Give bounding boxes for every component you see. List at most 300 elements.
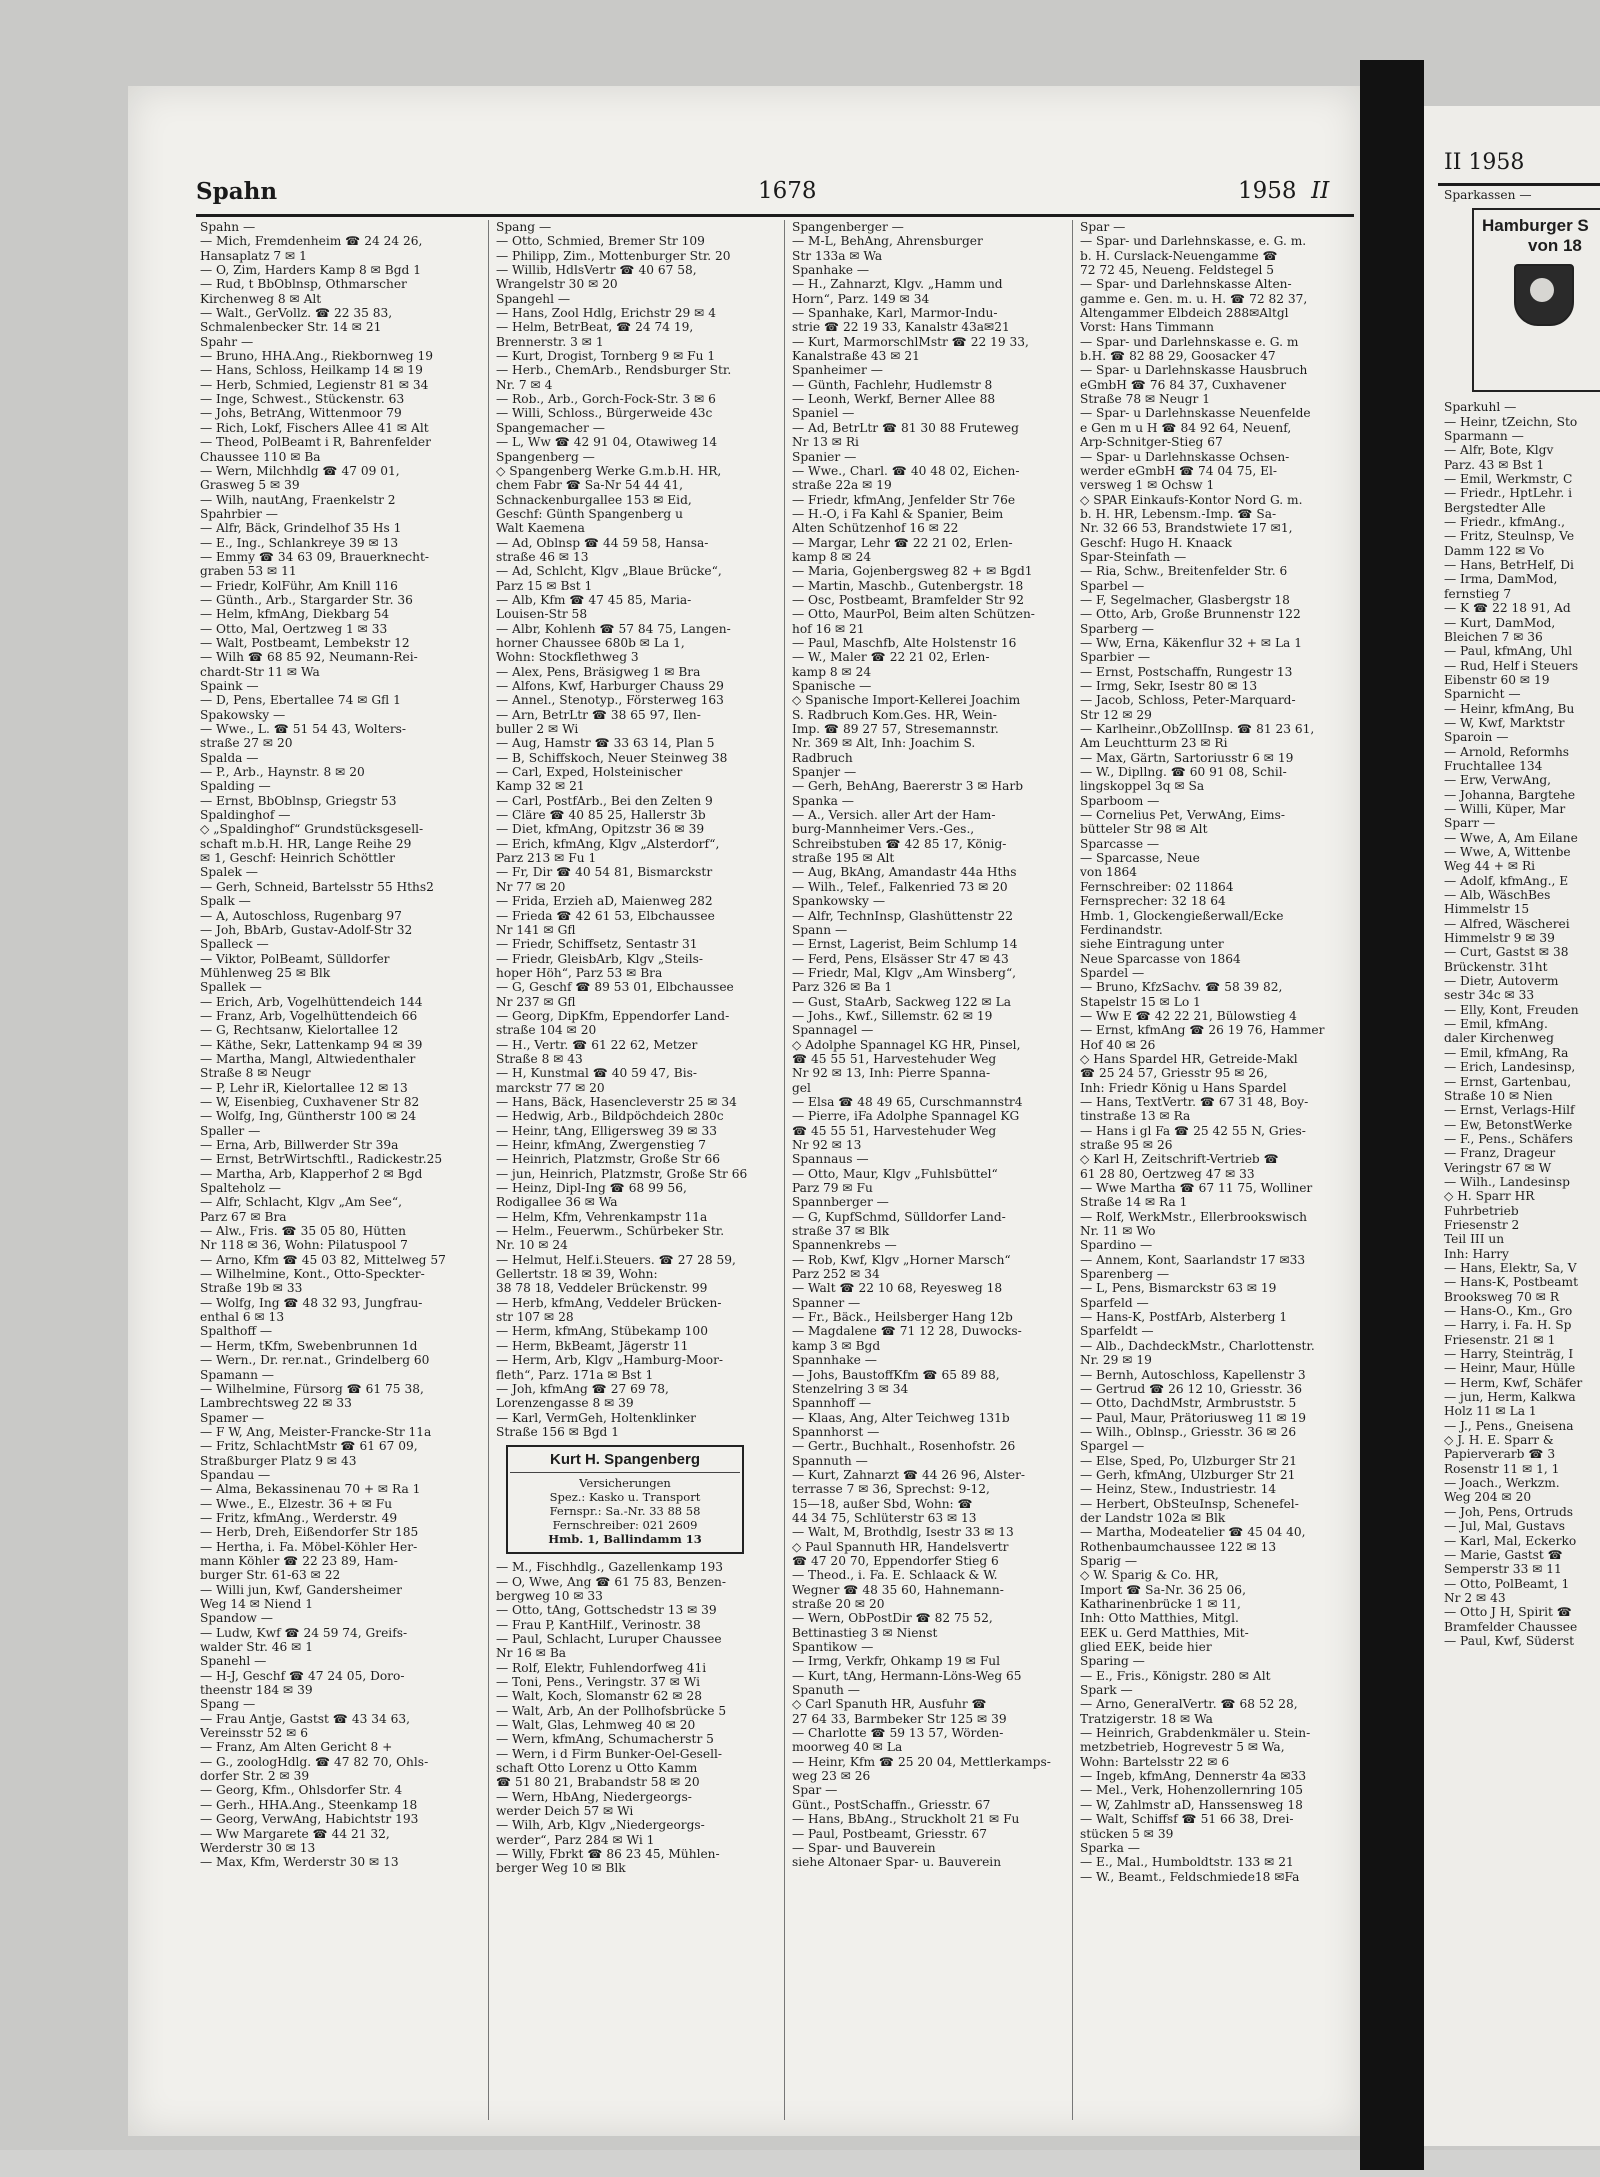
entry-line: straße 104 ✉ 20: [496, 1023, 597, 1038]
surname-heading: Sparnicht —: [1444, 687, 1521, 702]
entry-line: — Aug, Hamstr ☎ 33 63 14, Plan 5: [496, 736, 715, 751]
running-head-year: [1238, 178, 1329, 204]
entry-line: Straße 19b ✉ 33: [200, 1281, 303, 1296]
entry-line: — Ernst, BetrWirtschftl., Radickestr.25: [200, 1152, 443, 1167]
entry-line: Hansaplatz 7 ✉ 1: [200, 248, 307, 263]
ad-title: Hamburger S: [1482, 216, 1589, 236]
surname-heading: Spangehl —: [496, 291, 571, 306]
entry-line: — Fr, Dir ☎ 40 54 81, Bismarckstr: [496, 865, 713, 880]
entry-line: — Adolf, kfmAng., E: [1444, 873, 1569, 888]
entry-line: — G, Geschf ☎ 89 53 01, Elbchaussee: [496, 980, 734, 995]
entry-line: — Viktor, PolBeamt, Sülldorfer: [200, 951, 390, 966]
entry-line: Wohn: Stockflethweg 3: [496, 650, 639, 665]
entry-line: Wegner ☎ 48 35 60, Hahnemann-: [792, 1582, 1004, 1597]
entry-line: Straße 156 ✉ Bgd 1: [496, 1424, 619, 1439]
entry-line: Vorst: Hans Timmann: [1080, 320, 1214, 335]
surname-heading: Spannhake —: [792, 1353, 877, 1368]
entry-line: — Spar- und Darlehnskasse e. G. m: [1080, 334, 1299, 349]
entry-line: Grasweg 5 ✉ 39: [200, 478, 300, 493]
entry-line: — F., Pens., Schäfers: [1444, 1131, 1573, 1146]
entry-line: — Johanna, Bargtehe: [1444, 787, 1576, 802]
entry-line: lingskoppel 3q ✉ Sa: [1080, 779, 1205, 794]
entry-line: Nr 2 ✉ 43: [1444, 1590, 1506, 1605]
entry-line: Parz 252 ✉ 34: [792, 1267, 880, 1282]
surname-heading: Spanner —: [792, 1295, 861, 1310]
sparkasse-advertisement: [1472, 208, 1600, 392]
entry-line: — Otto, DachdMstr, Armbruststr. 5: [1080, 1396, 1297, 1411]
entry-line: — Wolfg, Ing ☎ 48 32 93, Jungfrau-: [200, 1295, 423, 1310]
entry-line: — Spar- u Darlehnskasse Hausbruch: [1080, 363, 1308, 378]
surname-heading: Spalek —: [200, 865, 258, 880]
entry-line: Nr 92 ✉ 13, Inh: Pierre Spanna-: [792, 1066, 991, 1081]
entry-line: straße 46 ✉ 13: [496, 549, 589, 564]
entry-line: — Heinr, tZeichn, Sto: [1444, 414, 1578, 429]
surname-heading: Sparbel —: [1080, 578, 1145, 593]
entry-line: — Ew, BetonstWerke: [1444, 1117, 1573, 1132]
entry-line: — Ria, Schw., Breitenfelder Str. 6: [1080, 564, 1288, 579]
ad-company-name: Kurt H. Spangenberg: [510, 1451, 740, 1473]
surname-heading: Sparfeldt —: [1080, 1324, 1154, 1339]
entry-line: — Georg, VerwAng, Habichtstr 193: [200, 1812, 419, 1827]
entry-line: — Willy, Fbrkt ☎ 86 23 45, Mühlen-: [496, 1847, 720, 1862]
entry-line: — Walt, Arb, An der Pollhofsbrücke 5: [496, 1703, 727, 1718]
entry-line: — H., Vertr. ☎ 61 22 62, Metzer: [496, 1037, 698, 1052]
entry-line: ◇ Spangenberg Werke G.m.b.H. HR,: [496, 463, 722, 478]
entry-line: mann Köhler ☎ 22 23 89, Ham-: [200, 1553, 398, 1568]
entry-line: — Helmut, Helf.i.Steuers. ☎ 27 28 59,: [496, 1252, 736, 1267]
entry-line: — D, Pens, Ebertallee 74 ✉ Gfl 1: [200, 693, 401, 708]
entry-line: — Fr., Bäck., Heilsberger Hang 12b: [792, 1310, 1013, 1325]
entry-line: Schnackenburgallee 153 ✉ Eid,: [496, 492, 692, 507]
surname-heading: Spandau —: [200, 1467, 271, 1482]
entry-line: tinstraße 13 ✉ Ra: [1080, 1109, 1191, 1124]
entry-line: — Alfred, Wäscherei: [1444, 916, 1570, 931]
entry-line: — Alb., DachdeckMstr., Charlottenstr.: [1080, 1338, 1315, 1353]
entry-line: — Alfr, TechnInsp, Glashüttenstr 22: [792, 908, 1013, 923]
entry-line: Straße 14 ✉ Ra 1: [1080, 1195, 1188, 1210]
entry-line: — W., Maler ☎ 22 21 02, Erlen-: [792, 650, 990, 665]
entry-line: — Spar- und Darlehnskasse, e. G. m.: [1080, 234, 1307, 249]
entry-line: ◇ „Spaldinghof“ Grundstücksgesell-: [200, 822, 424, 837]
entry-line: — Walt., GerVollz. ☎ 22 35 83,: [200, 306, 393, 321]
entry-line: — Herb, Schmied, Legienstr 81 ✉ 34: [200, 377, 429, 392]
entry-line: siehe Altonaer Spar- u. Bauverein: [792, 1855, 1002, 1870]
entry-line: der Landstr 102a ✉ Blk: [1080, 1510, 1226, 1525]
entry-line: dorfer Str. 2 ✉ 39: [200, 1769, 310, 1784]
entry-line: — jun, Herm, Kalkwa: [1444, 1390, 1576, 1405]
surname-heading: Spaniel —: [792, 406, 855, 421]
entry-line: — Ernst, Gartenbau,: [1444, 1074, 1572, 1089]
sparkasse-emblem-icon: [1514, 264, 1574, 326]
entry-line: — Joh, BbArb, Gustav-Adolf-Str 32: [200, 922, 413, 937]
column-3: [792, 220, 1064, 2120]
entry-line: — M-L, BehAng, Ahrensburger: [792, 234, 983, 249]
entry-line: Bettinastieg 3 ✉ Nienst: [792, 1625, 938, 1640]
surname-heading: Spang —: [200, 1697, 256, 1712]
entry-line: — Ernst, Postschaffn, Rungestr 13: [1080, 664, 1293, 679]
entry-line: — H, Kunstmal ☎ 40 59 47, Bis-: [496, 1066, 698, 1081]
entry-line: Geschf: Günth Spangenberg u: [496, 506, 683, 521]
surname-heading: Spahr —: [200, 334, 254, 349]
entry-line: — Maria, Gojenbergsweg 82 + ✉ Bgd1: [792, 564, 1033, 579]
entry-line: — Jacob, Schloss, Peter-Marquard-: [1080, 693, 1296, 708]
entry-line: — Elly, Kont, Freuden: [1444, 1002, 1579, 1017]
surname-heading: Spang —: [496, 220, 552, 234]
entry-line: Nr. 7 ✉ 4: [496, 377, 553, 392]
entry-line: Hmb. 1, Glockengießerwall/Ecke: [1080, 908, 1284, 923]
entry-line: — Herb, Dreh, Eißendorfer Str 185: [200, 1525, 419, 1540]
entry-line: — E., Fris., Königstr. 280 ✉ Alt: [1080, 1668, 1271, 1683]
surname-heading: Spanehl —: [200, 1654, 267, 1669]
entry-line: ☎ 25 24 57, Griesstr 95 ✉ 26,: [1080, 1066, 1268, 1081]
entry-line: werder“, Parz 284 ✉ Wi 1: [496, 1832, 655, 1847]
entry-line: — Wilh ☎ 68 85 92, Neumann-Rei-: [200, 650, 418, 665]
entry-line: — Herm, Arb, Klgv „Hamburg-Moor-: [496, 1353, 724, 1368]
entry-line: — Friedr, Mal, Klgv „Am Winsberg“,: [792, 965, 1017, 980]
entry-line: — Joh, kfmAng ☎ 27 69 78,: [496, 1381, 669, 1396]
entry-line: ◇ SPAR Einkaufs-Kontor Nord G. m.: [1080, 492, 1303, 507]
page-number: 1678: [758, 178, 817, 204]
entry-line: — Wilh., Landesinsp: [1444, 1174, 1570, 1189]
entry-line: Nr 141 ✉ Gfl: [496, 922, 576, 937]
surname-heading: Spallek —: [200, 980, 262, 995]
entry-line: eGmbH ☎ 76 84 37, Cuxhavener: [1080, 377, 1287, 392]
entry-line: — Heinr, Kfm ☎ 25 20 04, Mettlerkamps-: [792, 1754, 1051, 1769]
entry-line: — Franz, Arb, Vogelhüttendeich 66: [200, 1008, 418, 1023]
entry-line: Holz 11 ✉ La 1: [1444, 1404, 1537, 1419]
entry-line: — Alb, Kfm ☎ 47 45 85, Maria-: [496, 592, 692, 607]
entry-line: — Curt, Gastst ✉ 38: [1444, 945, 1569, 960]
entry-line: — Willib, HdlsVertr ☎ 40 67 58,: [496, 263, 697, 278]
entry-line: gamme e. Gen. m. u. H. ☎ 72 82 37,: [1080, 291, 1308, 306]
column-divider: [784, 220, 785, 2120]
entry-line: — Max, Kfm, Werderstr 30 ✉ 13: [200, 1855, 399, 1870]
entry-line: ◇ Spanische Import-Kellerei Joachim: [792, 693, 1021, 708]
entry-line: — Johs., Kwf., Sillemstr. 62 ✉ 19: [792, 1008, 993, 1023]
entry-line: — Rolf, Elektr, Fuhlendorfweg 41i: [496, 1660, 707, 1675]
surname-heading: Spannagel —: [792, 1023, 874, 1038]
entry-line: — Gust, StaArb, Sackweg 122 ✉ La: [792, 994, 1011, 1009]
entry-line: 15—18, außer Sbd, Wohn: ☎: [792, 1496, 973, 1511]
entry-line: Fruchtallee 134: [1444, 758, 1543, 773]
surname-heading: Spalleck —: [200, 937, 269, 952]
entry-line: stücken 5 ✉ 39: [1080, 1826, 1174, 1841]
entry-line: ☎ 45 55 51, Harvestehuder Weg: [792, 1051, 997, 1066]
entry-line: — Frieda ☎ 42 61 53, Elbchaussee: [496, 908, 715, 923]
entry-line: — Marie, Gastst ☎: [1444, 1547, 1563, 1562]
entry-line: — jun, Heinrich, Platzmstr, Große Str 66: [496, 1166, 748, 1181]
entry-line: — Wern, i d Firm Bunker-Oel-Gesell-: [496, 1746, 723, 1761]
entry-line: — Otto, Schmied, Bremer Str 109: [496, 234, 705, 249]
entry-line: — Bruno, KfzSachv. ☎ 58 39 82,: [1080, 980, 1283, 995]
entry-line: Katharinenbrücke 1 ✉ 11,: [1080, 1597, 1241, 1611]
surname-heading: Sparboom —: [1080, 793, 1160, 808]
surname-heading: Sparcasse —: [1080, 836, 1160, 851]
entry-line: ☎ 45 55 51, Harvestehuder Weg: [792, 1123, 997, 1138]
entry-line: — Arno, Kfm ☎ 45 03 82, Mittelweg 57: [200, 1252, 446, 1267]
entry-line: — Klaas, Ang, Alter Teichweg 131b: [792, 1410, 1010, 1425]
entry-line: — Ww E ☎ 42 22 21, Bülowstieg 4: [1080, 1008, 1297, 1023]
entry-line: — Emil, kfmAng.: [1444, 1017, 1548, 1032]
entry-line: — Otto, Mal, Oertzweg 1 ✉ 33: [200, 621, 388, 636]
entry-line: — W., Dipllng. ☎ 60 91 08, Schil-: [1080, 765, 1287, 780]
entry-line: — Margar, Lehr ☎ 22 21 02, Erlen-: [792, 535, 1013, 550]
entry-line: — Wilh., Telef., Falkenried 73 ✉ 20: [792, 879, 1008, 894]
surname-heading: Spanuth —: [792, 1683, 860, 1698]
adjacent-header-rule: [1438, 183, 1600, 186]
entry-line: — Heinr, Maur, Hülle: [1444, 1361, 1576, 1376]
entry-line: Straße 8 ✉ 43: [496, 1051, 583, 1066]
surname-heading: Spannhoff —: [792, 1396, 872, 1411]
entry-line: — Ernst, Verlags-Hilf: [1444, 1103, 1575, 1118]
entry-line: — Ad, Oblnsp ☎ 44 59 58, Hansa-: [496, 535, 709, 550]
entry-line: Wrangelstr 30 ✉ 20: [496, 277, 618, 292]
entry-line: — Kurt, Zahnarzt ☎ 44 26 96, Alster-: [792, 1467, 1026, 1482]
entry-line: burg-Mannheimer Vers.-Ges.,: [792, 822, 975, 837]
surname-heading: Spanheimer —: [792, 363, 883, 378]
entry-line: schaft m.b.H. HR, Lange Reihe 29: [200, 836, 412, 851]
entry-line: walder Str. 46 ✉ 1: [200, 1640, 314, 1655]
adjacent-page-header: II 1958: [1444, 150, 1525, 175]
entry-line: — Gerh, Schneid, Bartelsstr 55 Hths2: [200, 879, 434, 894]
entry-line: Parz 79 ✉ Fu: [792, 1181, 873, 1196]
entry-line: hoper Höh“, Parz 53 ✉ Bra: [496, 965, 663, 980]
part-label: II: [1311, 178, 1330, 204]
entry-line: Himmelstr 15: [1444, 902, 1530, 917]
entry-line: — Walt, Koch, Slomanstr 62 ✉ 28: [496, 1689, 702, 1704]
entry-line: Altengammer Elbdeich 288✉Altgl: [1080, 306, 1289, 321]
surname-heading: Spamer —: [200, 1410, 265, 1425]
entry-line: Inh: Otto Matthies, Mitgl.: [1080, 1611, 1239, 1626]
entry-line: — F W, Ang, Meister-Francke-Str 11a: [200, 1424, 432, 1439]
surname-heading: Spakowsky —: [200, 707, 286, 722]
entry-line: — F, Segelmacher, Glasbergstr 18: [1080, 592, 1290, 607]
entry-line: — Herb., ChemArb., Rendsburger Str.: [496, 363, 732, 378]
entry-line: ☎ 51 80 21, Brabandstr 58 ✉ 20: [496, 1775, 700, 1790]
entry-line: ◇ Paul Spannuth HR, Handelsvertr: [792, 1539, 1009, 1554]
entry-line: — O, Wwe, Ang ☎ 61 75 83, Benzen-: [496, 1574, 727, 1589]
entry-line: — Ad, Schlcht, Klgv „Blaue Brücke“,: [496, 564, 722, 579]
entry-line: — J., Pens., Gneisena: [1444, 1418, 1574, 1433]
entry-line: — Franz, Am Alten Gericht 8 +: [200, 1740, 393, 1755]
entry-line: Kamp 32 ✉ 21: [496, 779, 585, 794]
surname-heading: Spark —: [1080, 1683, 1133, 1698]
adjacent-page-column: [1444, 188, 1600, 1648]
entry-line: — Bruno, HHA.Ang., Riekbornweg 19: [200, 349, 433, 364]
entry-line: — O, Zim, Harders Kamp 8 ✉ Bgd 1: [200, 263, 421, 278]
surname-heading: Spalding —: [200, 779, 271, 794]
entry-line: fleth“, Parz. 171a ✉ Bst 1: [496, 1367, 654, 1382]
entry-line: — Hedwig, Arb., Bildpöchdeich 280c: [496, 1109, 724, 1124]
ad-line: Fernspr.: Sa.-Nr. 33 88 58: [549, 1504, 701, 1519]
entry-line: — W, Kwf, Marktstr: [1444, 715, 1565, 730]
entry-line: — Walt, M, Brothdlg, Isestr 33 ✉ 13: [792, 1525, 1014, 1540]
page-header: [128, 178, 1360, 208]
entry-line: Weg 14 ✉ Niend 1: [200, 1597, 313, 1611]
surname-heading: Spahrbier —: [200, 506, 278, 521]
entry-line: — Rich, Lokf, Fischers Allee 41 ✉ Alt: [200, 420, 429, 435]
entry-line: — Paul, Schlacht, Luruper Chaussee: [496, 1631, 722, 1646]
entry-line: — Wilh, Arb, Klgv „Niedergeorgs-: [496, 1818, 705, 1833]
entry-line: S. Radbruch Kom.Ges. HR, Wein-: [792, 707, 997, 722]
surname-heading: Spar —: [792, 1783, 838, 1798]
entry-line: Teil III un: [1444, 1232, 1505, 1247]
entry-line: kamp 3 ✉ Bgd: [792, 1338, 881, 1353]
entry-line: — Heinrich, Grabdenkmäler u. Stein-: [1080, 1726, 1311, 1741]
ad-title: von 18: [1528, 236, 1582, 256]
entry-line: Papierverarb ☎ 3: [1444, 1447, 1556, 1462]
entry-line: Semperstr 33 ✉ 11: [1444, 1562, 1562, 1577]
surname-heading: Sparfeld —: [1080, 1295, 1149, 1310]
entry-line: — Gerh., HHA.Ang., Steenkamp 18: [200, 1797, 418, 1812]
ad-address: Hmb. 1, Ballindamm 13: [548, 1532, 702, 1547]
entry-line: — Spar- u Darlehnskasse Ochsen-: [1080, 449, 1290, 464]
surname-heading: Sparkuhl —: [1444, 400, 1517, 415]
entry-line: — Friedr, GleisbArb, Klgv „Steils-: [496, 951, 703, 966]
entry-line: — W, Zahlmstr aD, Hanssensweg 18: [1080, 1797, 1303, 1812]
entry-line: Nr. 10 ✉ 24: [496, 1238, 568, 1253]
entry-line: straße 195 ✉ Alt: [792, 851, 895, 866]
surname-heading: Sparig —: [1080, 1553, 1138, 1568]
entry-line: — Leonh, Werkf, Berner Allee 88: [792, 392, 996, 407]
entry-line: — Wolfg, Ing, Güntherstr 100 ✉ 24: [200, 1109, 417, 1124]
entry-line: — Hans, BbAng., Struckholt 21 ✉ Fu: [792, 1812, 1020, 1827]
entry-line: — Rud, Helf i Steuers: [1444, 658, 1579, 673]
entry-line: Fernschreiber: 02 11864: [1080, 879, 1234, 894]
entry-line: Lambrechtsweg 22 ✉ 33: [200, 1396, 352, 1411]
entry-line: — Hans, Zool Hdlg, Erichstr 29 ✉ 4: [496, 306, 716, 321]
entry-line: straße 27 ✉ 20: [200, 736, 293, 751]
entry-line: Günt., PostSchaffn., Griesstr. 67: [792, 1797, 991, 1812]
entry-line: — Hans, Elektr, Sa, V: [1444, 1260, 1577, 1275]
surname-heading: Spannenkrebs —: [792, 1238, 897, 1253]
running-head-name: Spahn: [196, 178, 278, 205]
entry-line: theenstr 184 ✉ 39: [200, 1683, 313, 1698]
entry-line: — Irmg, Sekr, Isestr 80 ✉ 13: [1080, 679, 1258, 693]
entry-line: — Alfr, Bote, Klgv: [1444, 443, 1554, 458]
surname-heading: Spangemacher —: [496, 420, 605, 435]
entry-line: Rosenstr 11 ✉ 1, 1: [1444, 1461, 1560, 1476]
entry-line: — Ingeb, kfmAng, Dennerstr 4a ✉33: [1080, 1769, 1307, 1784]
entry-line: — Herm, kfmAng, Stübekamp 100: [496, 1324, 708, 1339]
entry-line: — Alfr, Schlacht, Klgv „Am See“,: [200, 1195, 403, 1210]
entry-line: — Frau P, KantHilf., Verinostr. 38: [496, 1617, 701, 1632]
entry-line: — Karlheinr.,ObZollInsp. ☎ 81 23 61,: [1080, 722, 1315, 737]
entry-line: — Erich, Arb, Vogelhüttendeich 144: [200, 994, 423, 1009]
surname-heading: Spandow —: [200, 1611, 273, 1626]
entry-line: Horn“, Parz. 149 ✉ 34: [792, 291, 930, 306]
surname-heading: Spanische —: [792, 679, 872, 693]
entry-line: Straßburger Platz 9 ✉ 43: [200, 1453, 357, 1468]
entry-line: — G., zoologHdlg. ☎ 47 82 70, Ohls-: [200, 1754, 429, 1769]
entry-line: Eibenstr 60 ✉ 19: [1444, 672, 1550, 687]
entry-line: — Theod, PolBeamt i R, Bahrenfelder: [200, 435, 431, 450]
entry-line: — Friedr, kfmAng, Jenfelder Str 76e: [792, 492, 1016, 507]
entry-line: — Paul, Maschfb, Alte Holstenstr 16: [792, 635, 1017, 650]
entry-line: — Bernh, Autoschloss, Kapellenstr 3: [1080, 1367, 1306, 1382]
entry-line: — Else, Sped, Po, Ulzburger Str 21: [1080, 1453, 1298, 1468]
entry-line: Brückenstr. 31ht: [1444, 959, 1548, 974]
entry-line: 44 34 75, Schlüterstr 63 ✉ 13: [792, 1510, 977, 1525]
entry-line: — Martha, Mangl, Altwiedenthaler: [200, 1051, 416, 1066]
entry-line: Damm 122 ✉ Vo: [1444, 543, 1545, 558]
entry-line: — Walt, Glas, Lehmweg 40 ✉ 20: [496, 1718, 696, 1732]
entry-line: ✉ 1, Geschf: Heinrich Schöttler: [200, 851, 395, 866]
entry-line: — Annel., Stenotyp., Försterweg 163: [496, 693, 724, 708]
entry-line: — Friedr., kfmAng.,: [1444, 515, 1566, 530]
entry-line: — Harry, i. Fa. H. Sp: [1444, 1318, 1572, 1333]
entry-line: — Hans, Bäck, Hasencleverstr 25 ✉ 34: [496, 1094, 737, 1109]
entry-line: kamp 8 ✉ 24: [792, 549, 872, 564]
entry-line: — Aug, BkAng, Amandastr 44a Hths: [792, 865, 1017, 880]
surname-heading: Spanier —: [792, 449, 857, 464]
entry-line: Himmelstr 9 ✉ 39: [1444, 931, 1555, 946]
entry-line: — Karl, Mal, Eckerko: [1444, 1533, 1577, 1548]
entry-line: — Walt ☎ 22 10 68, Reyesweg 18: [792, 1281, 1003, 1296]
entry-line: — Martin, Maschb., Gutenbergstr. 18: [792, 578, 1024, 593]
entry-line: — E., Ing., Schlankreye 39 ✉ 13: [200, 535, 399, 550]
entry-line: Wohn: Bartelsstr 22 ✉ 6: [1080, 1754, 1230, 1769]
entry-line: EEK u. Gerd Matthies, Mit-: [1080, 1625, 1249, 1640]
entry-line: graben 53 ✉ 11: [200, 564, 297, 579]
entry-line: Parz 15 ✉ Bst 1: [496, 578, 593, 593]
entry-line: Straße 8 ✉ Neugr: [200, 1066, 311, 1081]
column-divider: [1072, 220, 1073, 2120]
entry-line: Str 133a ✉ Wa: [792, 248, 883, 263]
entry-line: Ferdinandstr.: [1080, 922, 1163, 937]
entry-line: Nr 118 ✉ 36, Wohn: Pilatuspool 7: [200, 1238, 408, 1253]
entry-line: Schreibstuben ☎ 42 85 17, König-: [792, 836, 1007, 851]
entry-line: — Joach., Werkzm.: [1444, 1476, 1560, 1491]
entry-line: — Elsa ☎ 48 49 65, Curschmannstr4: [792, 1094, 1023, 1109]
entry-line: — Heinr, kfmAng, Zwergenstieg 7: [496, 1138, 707, 1152]
entry-line: — Frau Antje, Gastst ☎ 43 34 63,: [200, 1711, 411, 1726]
surname-heading: Spalda —: [200, 750, 259, 765]
entry-line: — Max, Gärtn, Sartoriusstr 6 ✉ 19: [1080, 750, 1294, 765]
entry-line: — L, Pens, Bismarckstr 63 ✉ 19: [1080, 1281, 1277, 1296]
entry-line: — Hans, TextVertr. ☎ 67 31 48, Boy-: [1080, 1094, 1309, 1109]
entry-line: metzbetrieb, Hogrevestr 5 ✉ Wa,: [1080, 1740, 1285, 1755]
entry-line: — Frida, Erzieh aD, Maienweg 282: [496, 894, 713, 909]
entry-line: straße 95 ✉ 26: [1080, 1138, 1173, 1152]
entry-line: ☎ 47 20 70, Eppendorfer Stieg 6: [792, 1553, 999, 1568]
entry-line: Parz 67 ✉ Bra: [200, 1209, 287, 1224]
entry-line: — Kurt, MarmorschlMstr ☎ 22 19 33,: [792, 334, 1029, 349]
entry-line: sestr 34c ✉ 33: [1444, 988, 1535, 1003]
entry-line: — Georg, Kfm., Ohlsdorfer Str. 4: [200, 1783, 403, 1798]
entry-line: gel: [792, 1080, 811, 1095]
entry-line: — Rob., Arb., Gorch-Fock-Str. 3 ✉ 6: [496, 392, 716, 407]
entry-line: — Kurt, DamMod,: [1444, 615, 1556, 630]
entry-line: — B, Schiffskoch, Neuer Steinweg 38: [496, 750, 728, 765]
entry-line: Weg 204 ✉ 20: [1444, 1490, 1532, 1505]
entry-line: ◇ H. Sparr HR: [1444, 1189, 1535, 1204]
column-divider: [488, 220, 489, 2120]
surname-heading: Spann —: [792, 922, 848, 937]
entry-line: — Günth., Arb., Stargarder Str. 36: [200, 592, 413, 607]
entry-line: — Hans-O., Km., Gro: [1444, 1304, 1573, 1318]
entry-line: Straße 10 ✉ Nien: [1444, 1088, 1553, 1103]
entry-line: fernstieg 7: [1444, 586, 1512, 601]
entry-line: — W., Beamt., Feldschmiede18 ✉Fa: [1080, 1869, 1300, 1884]
entry-line: — Georg, DipKfm, Eppendorfer Land-: [496, 1008, 730, 1023]
entry-line: — Willi, Küper, Mar: [1444, 801, 1566, 816]
surname-heading: Spankowsky —: [792, 894, 886, 909]
entry-line: Stapelstr 15 ✉ Lo 1: [1080, 994, 1201, 1009]
entry-line: — Sparcasse, Neue: [1080, 851, 1200, 866]
entry-line: — L, Ww ☎ 42 91 04, Otawiweg 14: [496, 435, 718, 450]
surname-heading: Sparberg —: [1080, 621, 1154, 636]
